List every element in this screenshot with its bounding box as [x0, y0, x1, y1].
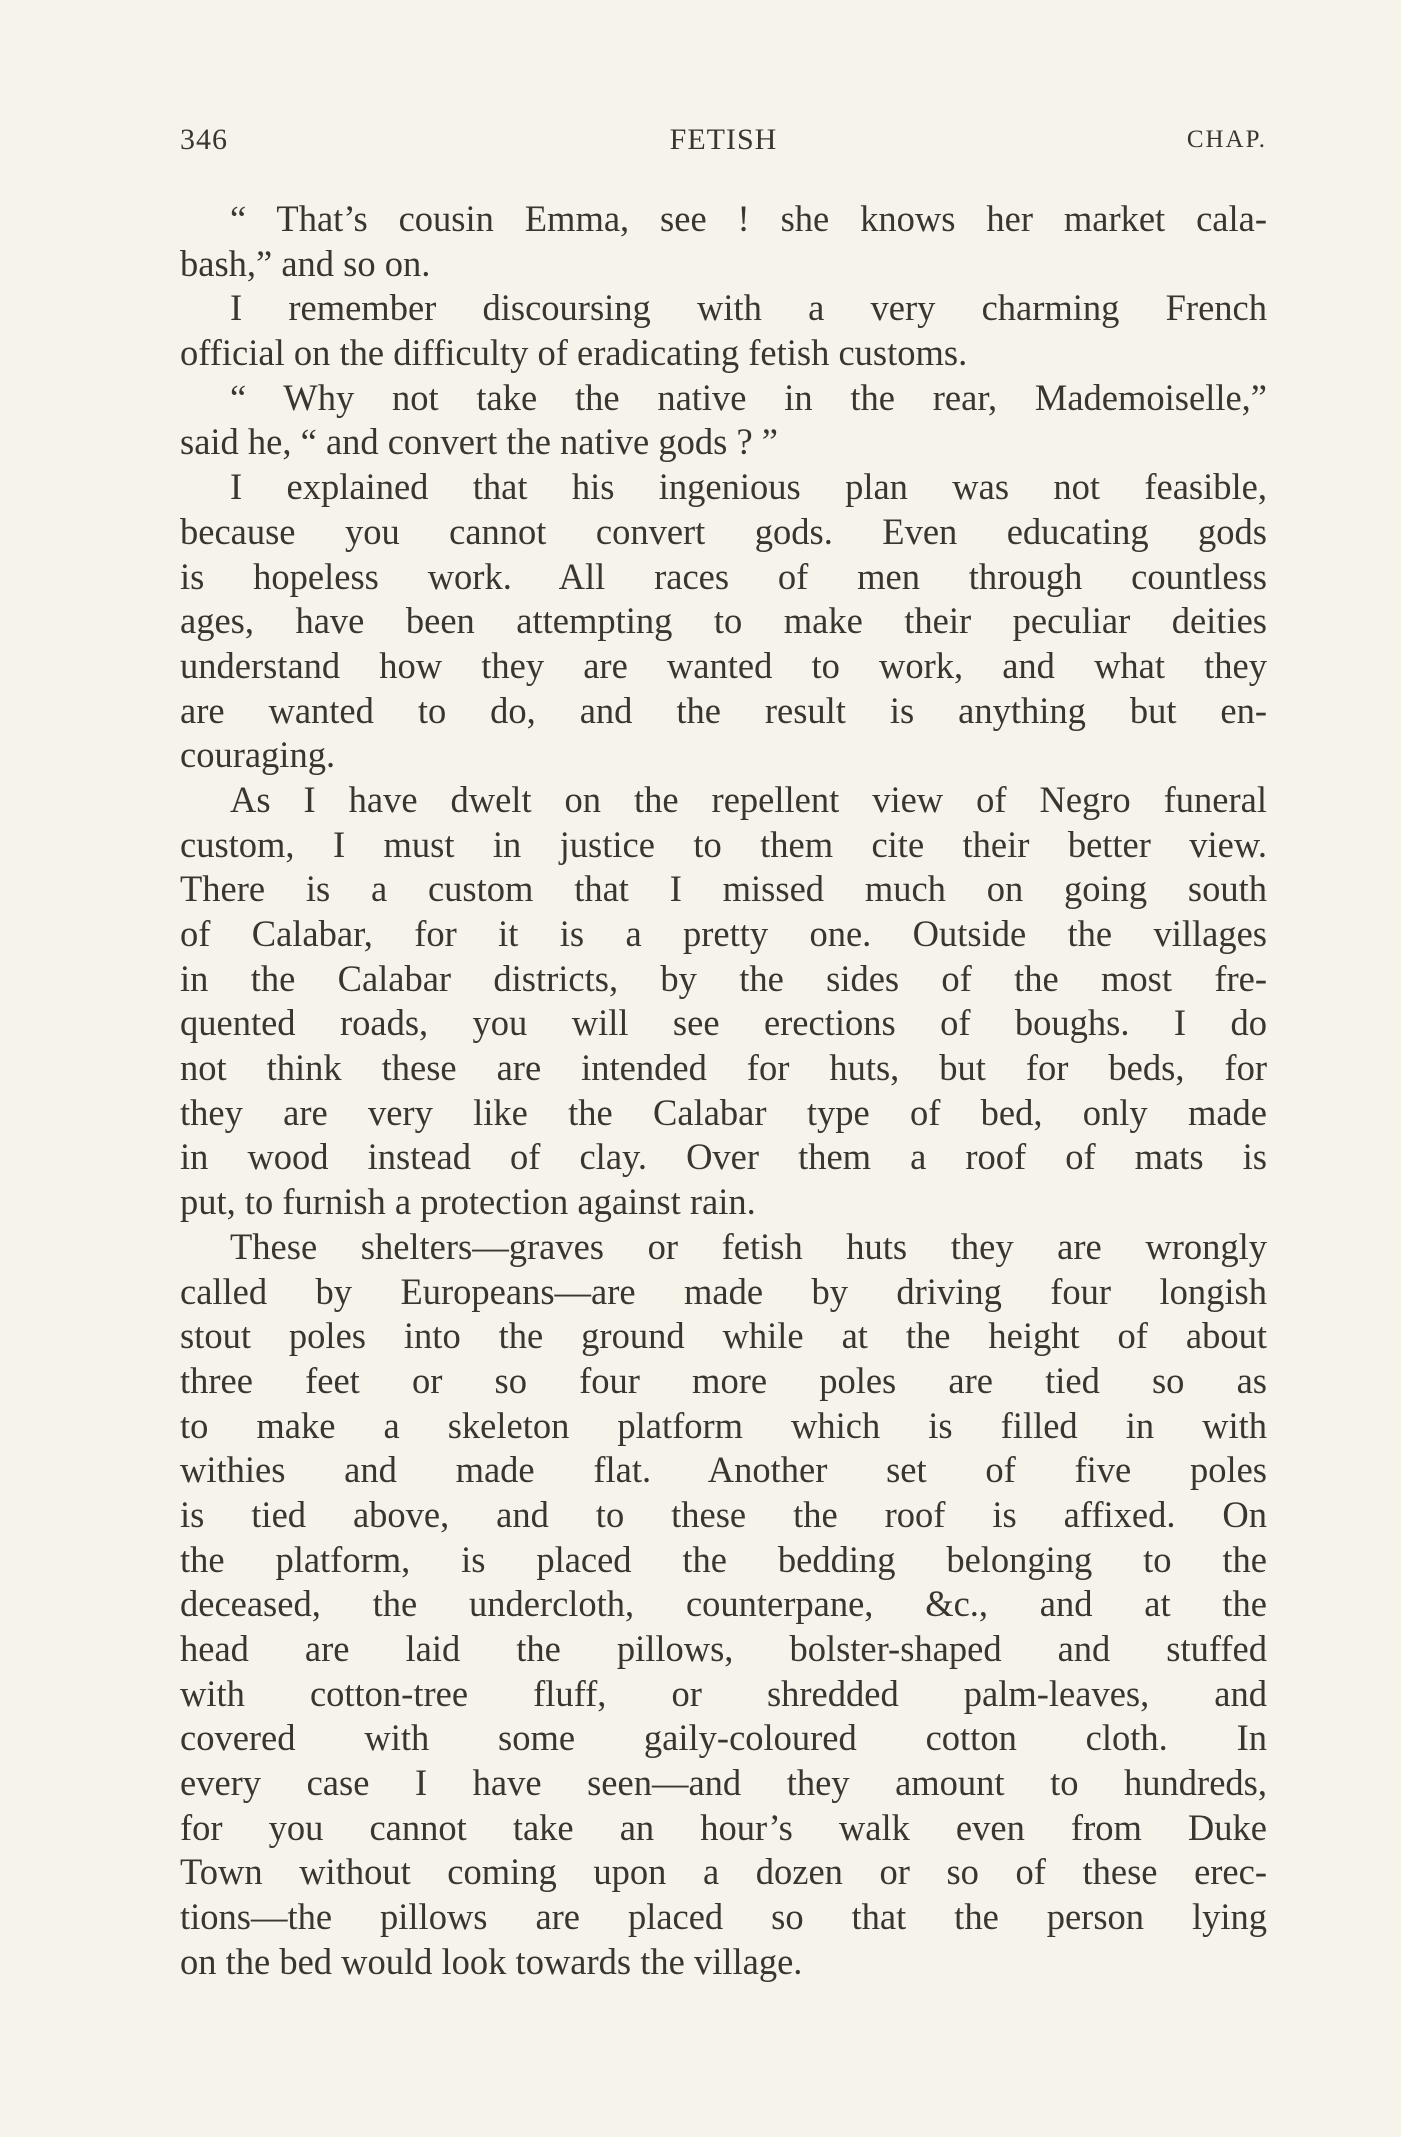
- text-line: the platform, is placed the bedding belonging to the: [180, 1538, 1267, 1580]
- page-header: [180, 123, 1267, 163]
- text-line: for you cannot take an hour’s walk even from Duke: [180, 1806, 1267, 1848]
- text-line: three feet or so four more poles are tied so as: [180, 1359, 1267, 1401]
- text-line: are wanted to do, and the result is anything but en-: [180, 689, 1267, 731]
- text-line: they are very like the Calabar type of bed, only made: [180, 1091, 1267, 1133]
- text-line: on the bed would look towards the village.: [180, 1940, 803, 1982]
- text-line: deceased, the undercloth, counterpane, &c., and at the: [180, 1583, 1267, 1625]
- text-line: ages, have been attempting to make their peculiar deities: [180, 600, 1267, 642]
- body-text: [180, 197, 1267, 1985]
- text-line: As I have dwelt on the repellent view of Negro funeral: [230, 778, 1267, 820]
- text-line: is tied above, and to these the roof is affixed. On: [180, 1493, 1267, 1535]
- text-line: called by Europeans—are made by driving four longish: [180, 1270, 1267, 1312]
- chapter-label: CHAP.: [1186, 126, 1267, 153]
- text-line: “ That’s cousin Emma, see ! she knows her market cala-: [230, 198, 1267, 239]
- text-line: of Calabar, for it is a pretty one. Outside the villages: [180, 913, 1267, 954]
- text-line: understand how they are wanted to work, and what they: [180, 644, 1267, 686]
- text-line: head are laid the pillows, bolster-shaped and stuffed: [180, 1628, 1267, 1669]
- text-line: withies and made flat. Another set of five poles: [180, 1449, 1267, 1491]
- text-line: quented roads, you will see erections of boughs. I do: [180, 1002, 1267, 1044]
- text-line: in the Calabar districts, by the sides of the most fre-: [180, 957, 1267, 999]
- text-line: stout poles into the ground while at the height of about: [180, 1315, 1267, 1357]
- text-line: said he, “ and convert the native gods ? ”: [180, 421, 778, 463]
- text-line: with cotton-tree fluff, or shredded palm-leaves, and: [180, 1672, 1267, 1714]
- text-line: is hopeless work. All races of men through countless: [180, 555, 1267, 597]
- text-line: custom, I must in justice to them cite their better view.: [180, 823, 1267, 865]
- text-line: I remember discoursing with a very charming French: [230, 287, 1267, 329]
- text-line: not think these are intended for huts, but for beds, for: [180, 1047, 1267, 1089]
- text-line: bash,” and so on.: [180, 242, 431, 284]
- text-line: These shelters—graves or fetish huts they are wrongly: [230, 1225, 1267, 1267]
- text-line: in wood instead of clay. Over them a roof of mats is: [180, 1136, 1267, 1178]
- text-line: There is a custom that I missed much on going south: [180, 868, 1267, 910]
- running-title: FETISH: [669, 123, 778, 156]
- text-line: covered with some gaily-coloured cotton cloth. In: [180, 1717, 1267, 1759]
- text-line: to make a skeleton platform which is filled in with: [180, 1404, 1267, 1446]
- text-line: because you cannot convert gods. Even educating gods: [180, 510, 1267, 552]
- text-line: tions—the pillows are placed so that the person lying: [180, 1896, 1267, 1938]
- text-line: Town without coming upon a dozen or so of these erec-: [180, 1851, 1267, 1893]
- text-line: put, to furnish a protection against rain.: [180, 1181, 756, 1223]
- text-line: every case I have seen—and they amount to hundreds,: [180, 1762, 1267, 1804]
- text-line: I explained that his ingenious plan was not feasible,: [230, 466, 1267, 508]
- text-line: “ Why not take the native in the rear, Mademoiselle,”: [230, 376, 1267, 418]
- text-line: couraging.: [180, 734, 336, 776]
- page-number: 346: [180, 123, 228, 156]
- text-line: official on the difficulty of eradicating fetish customs.: [180, 332, 968, 374]
